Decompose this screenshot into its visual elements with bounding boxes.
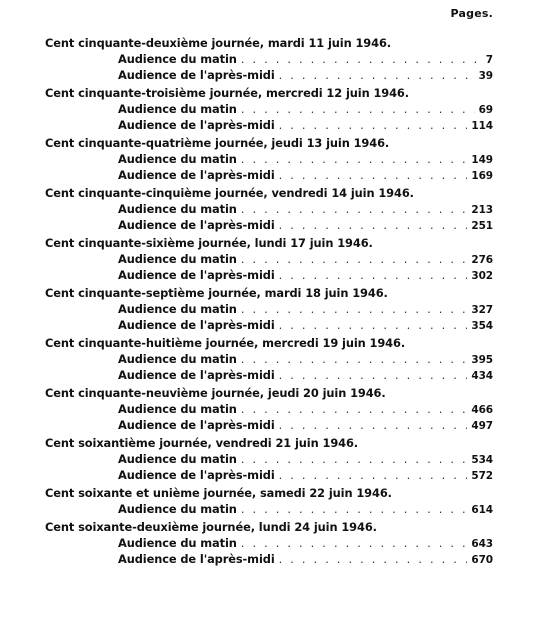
day-title: Cent cinquante-septième journée, mardi 18 juin 1946. bbox=[45, 286, 388, 300]
toc-entry bbox=[118, 201, 493, 217]
toc-entry bbox=[118, 317, 493, 333]
entry-label: Audience de l'après-midi bbox=[118, 118, 275, 132]
toc-entry bbox=[118, 267, 493, 283]
toc-entry bbox=[118, 251, 493, 267]
entry-label: Audience de l'après-midi bbox=[118, 318, 275, 332]
toc-entry bbox=[118, 217, 493, 233]
dot-leader bbox=[241, 351, 468, 367]
page-number: 497 bbox=[471, 420, 493, 432]
toc-entry bbox=[118, 467, 493, 483]
entry-label: Audience du matin bbox=[118, 402, 237, 416]
page-number: 213 bbox=[471, 204, 493, 216]
toc-entry bbox=[118, 51, 493, 67]
entry-label: Audience du matin bbox=[118, 502, 237, 516]
page-number: 354 bbox=[471, 320, 493, 332]
toc-entry bbox=[118, 351, 493, 367]
toc-entry bbox=[118, 151, 493, 167]
dot-leader bbox=[241, 451, 468, 467]
day-title: Cent cinquante-huitième journée, mercredi 19 juin 1946. bbox=[45, 336, 406, 350]
page-number: 670 bbox=[471, 554, 493, 566]
dot-leader bbox=[279, 267, 468, 283]
toc-entry bbox=[118, 301, 493, 317]
page-number: 149 bbox=[471, 154, 493, 166]
entry-label: Audience de l'après-midi bbox=[118, 218, 275, 232]
dot-leader bbox=[241, 101, 475, 117]
dot-leader bbox=[279, 67, 475, 83]
entry-label: Audience de l'après-midi bbox=[118, 268, 275, 282]
entry-label: Audience de l'après-midi bbox=[118, 418, 275, 432]
toc-day-7 bbox=[45, 385, 493, 433]
pages-column-header: Pages. bbox=[450, 7, 493, 20]
dot-leader bbox=[241, 51, 482, 67]
dot-leader bbox=[279, 367, 468, 383]
dot-leader bbox=[279, 551, 468, 567]
dot-leader bbox=[241, 251, 468, 267]
page-number: 302 bbox=[471, 270, 493, 282]
dot-leader bbox=[241, 501, 468, 517]
page-number: 395 bbox=[471, 354, 493, 366]
dot-leader bbox=[279, 117, 468, 133]
day-title: Cent cinquante-troisième journée, mercredi 12 juin 1946. bbox=[45, 86, 409, 100]
day-title: Cent cinquante-sixième journée, lundi 17 juin 1946. bbox=[45, 236, 373, 250]
day-title: Cent cinquante-cinquième journée, vendredi 14 juin 1946. bbox=[45, 186, 414, 200]
day-title: Cent soixante-deuxième journée, lundi 24 juin 1946. bbox=[45, 520, 377, 534]
dot-leader bbox=[241, 301, 468, 317]
entry-label: Audience du matin bbox=[118, 202, 237, 216]
entry-label: Audience du matin bbox=[118, 102, 237, 116]
page-number: 114 bbox=[471, 120, 493, 132]
toc-entry bbox=[118, 117, 493, 133]
day-title: Cent cinquante-quatrième journée, jeudi 13 juin 1946. bbox=[45, 136, 390, 150]
toc-entry bbox=[118, 167, 493, 183]
toc-entry bbox=[118, 551, 493, 567]
entry-label: Audience du matin bbox=[118, 252, 237, 266]
day-title: Cent cinquante-neuvième journée, jeudi 20 juin 1946. bbox=[45, 386, 386, 400]
toc-entry bbox=[118, 501, 493, 517]
page-number: 169 bbox=[471, 170, 493, 182]
entry-label: Audience de l'après-midi bbox=[118, 468, 275, 482]
toc-entry bbox=[118, 535, 493, 551]
dot-leader bbox=[241, 401, 468, 417]
day-title: Cent cinquante-deuxième journée, mardi 11 juin 1946. bbox=[45, 36, 391, 50]
day-title: Cent soixantième journée, vendredi 21 juin 1946. bbox=[45, 436, 359, 450]
dot-leader bbox=[279, 417, 468, 433]
entry-label: Audience du matin bbox=[118, 452, 237, 466]
toc-day-9 bbox=[45, 485, 493, 517]
page-number: 572 bbox=[471, 470, 493, 482]
entry-label: Audience du matin bbox=[118, 302, 237, 316]
toc-day-8 bbox=[45, 435, 493, 483]
page-number: 434 bbox=[471, 370, 493, 382]
toc-entry bbox=[118, 417, 493, 433]
table-of-contents bbox=[45, 35, 493, 569]
toc-day-5 bbox=[45, 285, 493, 333]
entry-label: Audience de l'après-midi bbox=[118, 168, 275, 182]
entry-label: Audience de l'après-midi bbox=[118, 552, 275, 566]
toc-entry bbox=[118, 451, 493, 467]
toc-day-2 bbox=[45, 135, 493, 183]
dot-leader bbox=[279, 467, 468, 483]
dot-leader bbox=[241, 151, 468, 167]
page-number: 534 bbox=[471, 454, 493, 466]
dot-leader bbox=[241, 535, 468, 551]
entry-label: Audience du matin bbox=[118, 352, 237, 366]
page-number: 39 bbox=[478, 70, 493, 82]
page-number: 7 bbox=[485, 54, 493, 66]
entry-label: Audience du matin bbox=[118, 536, 237, 550]
toc-day-6 bbox=[45, 335, 493, 383]
toc-day-3 bbox=[45, 185, 493, 233]
dot-leader bbox=[279, 167, 468, 183]
dot-leader bbox=[279, 317, 468, 333]
entry-label: Audience de l'après-midi bbox=[118, 368, 275, 382]
entry-label: Audience du matin bbox=[118, 152, 237, 166]
page-number: 614 bbox=[471, 504, 493, 516]
page-number: 327 bbox=[471, 304, 493, 316]
page-number: 69 bbox=[478, 104, 493, 116]
dot-leader bbox=[241, 201, 468, 217]
page-number: 276 bbox=[471, 254, 493, 266]
toc-day-10 bbox=[45, 519, 493, 567]
toc-entry bbox=[118, 401, 493, 417]
dot-leader bbox=[279, 217, 468, 233]
toc-day-1 bbox=[45, 85, 493, 133]
day-title: Cent soixante et unième journée, samedi 22 juin 1946. bbox=[45, 486, 392, 500]
toc-entry bbox=[118, 67, 493, 83]
toc-entry bbox=[118, 101, 493, 117]
toc-day-0 bbox=[45, 35, 493, 83]
page-number: 466 bbox=[471, 404, 493, 416]
entry-label: Audience de l'après-midi bbox=[118, 68, 275, 82]
page-number: 643 bbox=[471, 538, 493, 550]
toc-entry bbox=[118, 367, 493, 383]
page-number: 251 bbox=[471, 220, 493, 232]
entry-label: Audience du matin bbox=[118, 52, 237, 66]
toc-day-4 bbox=[45, 235, 493, 283]
